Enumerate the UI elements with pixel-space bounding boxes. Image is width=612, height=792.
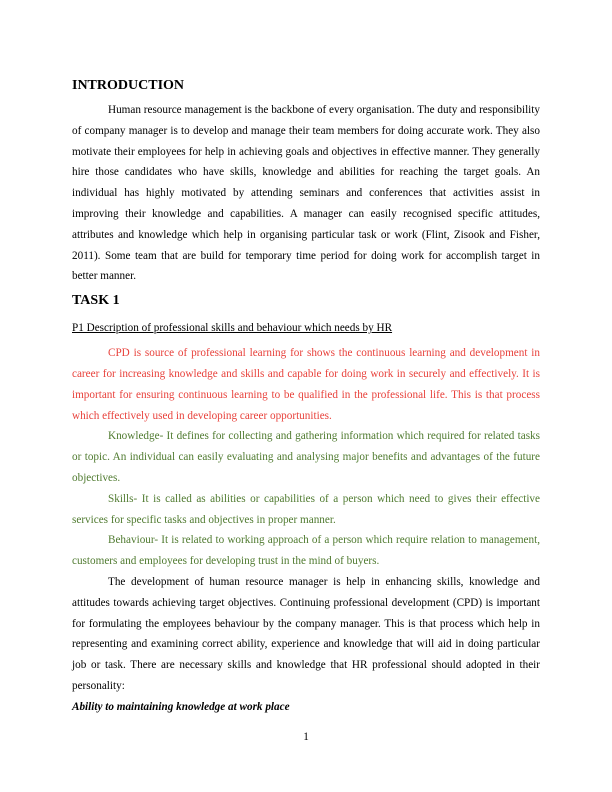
knowledge-paragraph: Knowledge- It defines for collecting and gathering information which required for related tasks or topic. An individual can easily evaluating and analysing major benefits and advantages of the future objectives. xyxy=(72,430,540,484)
task-1-heading: TASK 1 xyxy=(72,293,120,309)
introduction-paragraph: Human resource management is the backbone of every organisation. The duty and responsibility of company manager is to develop and manage their team members for doing accurate work. They also motivate their employees for help in achieving goals and objectives in effective manner. They generally hire those candidates who have skills, knowledge and abilities for reaching the target goals. An individual has highly motivated by attending seminars and conferences that activities assist in improving their knowledge and capabilities. A manager can easily recognised specific attitudes, attributes and knowledge which help in organising particular task or work (Flint, Zisook and Fisher, 2011). Some team that are build for temporary time period for doing work for accomplish target in better manner. xyxy=(72,104,540,283)
introduction-heading: INTRODUCTION xyxy=(72,78,185,93)
p1-subheading: P1 Description of professional skills and behaviour which needs by HR xyxy=(72,322,393,335)
behaviour-paragraph: Behaviour- It is related to working approach of a person which require relation to management, customers and employees for developing trust in the mind of buyers. xyxy=(72,534,540,568)
skills-paragraph: Skills- It is called as abilities or capabilities of a person which need to gives their effective services for specific tasks and objectives in proper manner. xyxy=(72,492,540,526)
page-number: 1 xyxy=(303,731,309,743)
development-paragraph: The development of human resource manager is help in enhancing skills, knowledge and attitudes towards achieving target objectives. Continuing professional development (CPD) is important for formulating the employees behaviour by the company manager. This is that process which help in representing and examining correct ability, experience and knowledge that will aid in doing particular job or task. There are necessary skills and knowledge that HR professional should adopted in their personality: xyxy=(72,575,540,692)
cpd-paragraph: CPD is source of professional learning for shows the continuous learning and development in career for increasing knowledge and skills and capable for doing work in securely and effectively. It is important for ensuring continuous learning to be qualified in the professional life. This is that process which effectively used in developing career opportunities. xyxy=(72,347,540,422)
ability-subheading: Ability to maintaining knowledge at work place xyxy=(72,700,290,713)
page-content xyxy=(72,78,540,717)
